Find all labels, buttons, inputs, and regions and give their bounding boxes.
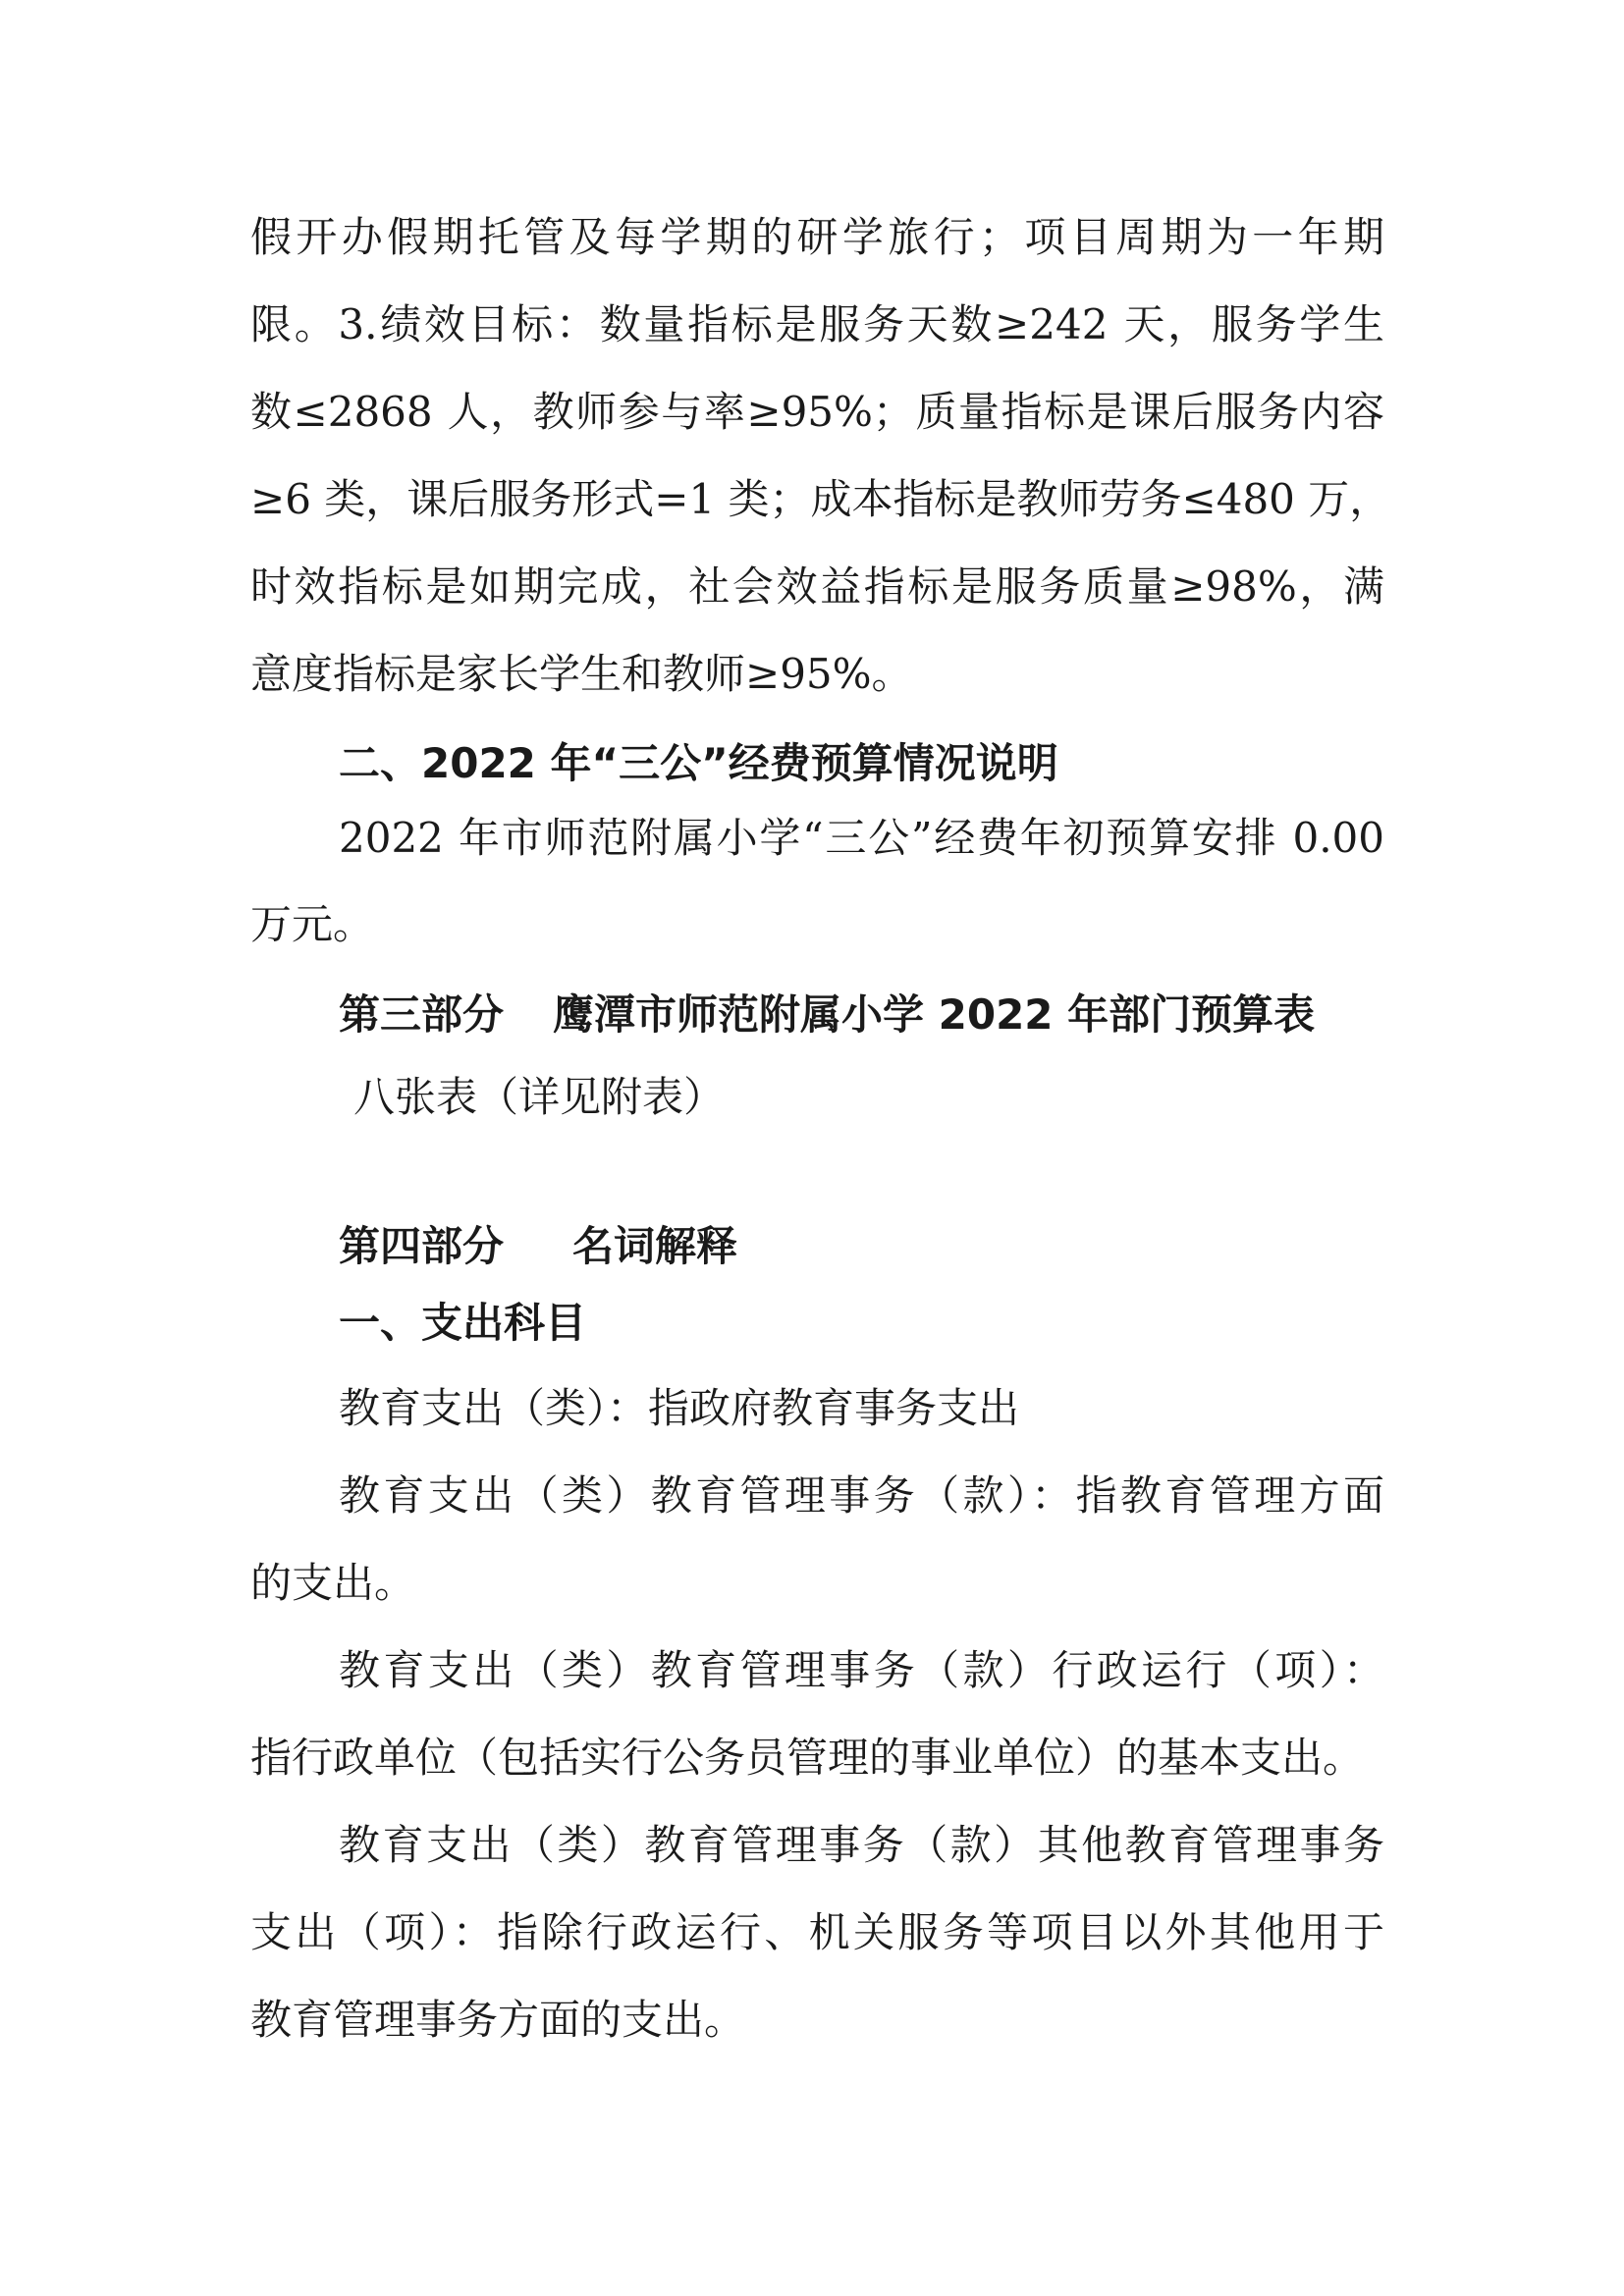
part-title: 鹰潭市师范附属小学 2022 年部门预算表 [553,990,1316,1039]
body-text-line: 万元。 [250,900,375,948]
part-note: 八张表（详见附表） [353,1073,726,1121]
part-label: 第三部分 [339,990,505,1039]
definition-line: 指行政单位（包括实行公务员管理的事业单位）的基本支出。 [250,1734,1365,1782]
definition-line: 的支出。 [250,1559,416,1607]
definition-line: 教育支出（类）教育管理事务（款）行政运行（项）： [339,1646,1384,1694]
section-heading: 二、2022 年“三公”经费预算情况说明 [339,739,1058,787]
part-heading [339,1217,737,1276]
body-text-line: 意度指标是家长学生和教师≥95%。 [250,650,913,698]
body-text-line: ≥6 类，课后服务形式=1 类；成本指标是教师劳务≤480 万， [250,475,1391,523]
part-label: 第四部分 [339,1222,505,1270]
part-heading [339,986,1315,1044]
subsection-heading: 一、支出科目 [339,1299,587,1347]
body-text-line: 2022 年市师范附属小学“三公”经费年初预算安排 0.00 [339,814,1384,862]
definition-line: 教育支出（类）教育管理事务（款）其他教育管理事务 [339,1821,1384,1869]
body-text-line: 时效指标是如期完成，社会效益指标是服务质量≥98%，满 [250,562,1384,611]
body-text-line: 数≤2868 人，教师参与率≥95%；质量指标是课后服务内容 [250,388,1384,436]
definition-line: 支出（项）：指除行政运行、机关服务等项目以外其他用于 [250,1908,1384,1956]
definition-line: 教育管理事务方面的支出。 [250,1996,746,2044]
definition-line: 教育支出（类）教育管理事务（款）：指教育管理方面 [339,1471,1384,1520]
body-text-line: 限。3.绩效目标：数量指标是服务天数≥242 天，服务学生 [250,300,1384,348]
part-title: 名词解释 [572,1222,738,1270]
body-text-line: 假开办假期托管及每学期的研学旅行；项目周期为一年期 [250,213,1384,261]
definition-line: 教育支出（类）：指政府教育事务支出 [339,1384,1020,1432]
